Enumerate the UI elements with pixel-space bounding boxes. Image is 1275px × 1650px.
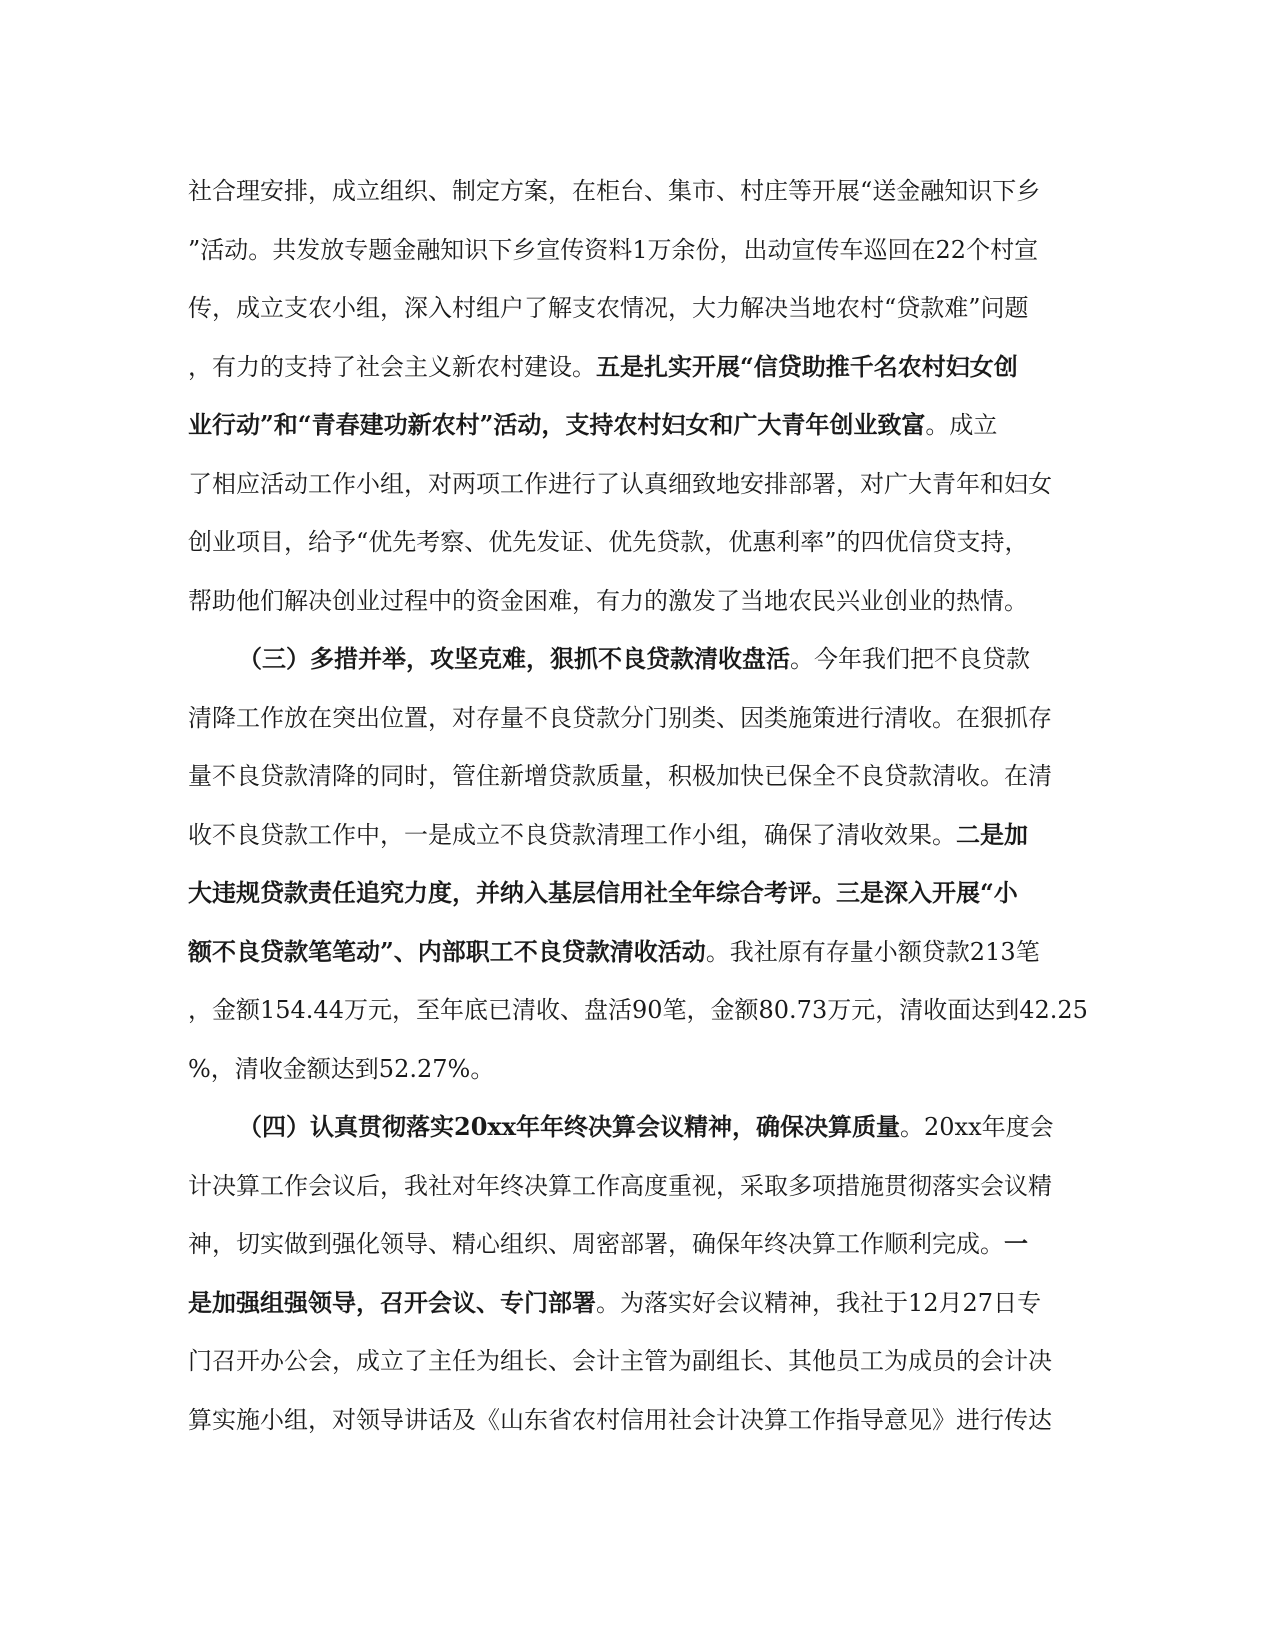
text-segment: 清降工作放在突出位置，对存量不良贷款分门别类、因类施策进行清收。在狠抓存	[188, 703, 1052, 732]
bold-text-segment: 五是扎实开展“信贷助推千名农村妇女创	[596, 351, 1018, 381]
text-line	[188, 747, 1090, 806]
bold-text-segment: 是加强组强领导，召开会议、专门部署	[188, 1287, 596, 1317]
text-line	[188, 396, 1090, 455]
text-segment: 神，切实做到强化领导、精心组织、周密部署，确保年终决算工作顺利完成。	[188, 1230, 1004, 1258]
text-segment: 。20xx年度会	[900, 1113, 1054, 1141]
text-line	[188, 689, 1090, 748]
text-line	[188, 1157, 1090, 1216]
bold-text-segment: 一	[1004, 1229, 1028, 1258]
text-line	[188, 806, 1090, 865]
text-segment: 社合理安排，成立组织、制定方案，在柜台、集市、村庄等开展“送金融知识下乡	[188, 177, 1041, 205]
text-segment: 帮助他们解决创业过程中的资金困难，有力的激发了当地农民兴业创业的热情。	[188, 586, 1028, 615]
text-segment: 算实施小组，对领导讲话及《山东省农村信用社会计决算工作指导意见》进行传达	[188, 1405, 1052, 1434]
text-line	[188, 981, 1090, 1040]
bold-text-segment: 二是加	[956, 819, 1028, 849]
body-text	[188, 162, 1090, 1449]
bold-text-segment: （四）认真贯彻落实20xx年年终决算会议精神，确保决算质量	[238, 1112, 901, 1141]
text-segment: 收不良贷款工作中，一是成立不良贷款清理工作小组，确保了清收效果。	[188, 820, 956, 849]
text-line	[188, 1098, 1090, 1157]
text-segment: 传，成立支农小组，深入村组户了解支农情况，大力解决当地农村“贷款难”问题	[188, 294, 1029, 322]
text-segment: %，清收金额达到52.27%。	[188, 1054, 495, 1083]
text-line	[188, 221, 1090, 280]
text-segment: 了相应活动工作小组，对两项工作进行了认真细致地安排部署，对广大青年和妇女	[188, 469, 1052, 498]
text-line	[188, 1215, 1090, 1274]
text-line	[188, 1274, 1090, 1333]
text-line	[188, 1391, 1090, 1450]
text-line	[188, 279, 1090, 338]
text-line	[188, 513, 1090, 572]
text-segment: 计决算工作会议后，我社对年终决算工作高度重视，采取多项措施贯彻落实会议精	[188, 1171, 1052, 1200]
text-line	[188, 162, 1090, 221]
bold-text-segment: 额不良贷款笔笔动”、内部职工不良贷款清收活动	[188, 936, 706, 966]
text-segment: ，金额154.44万元，至年底已清收、盘活90笔，金额80.73万元，清收面达到42.25	[188, 996, 1088, 1024]
text-segment: 。为落实好会议精神，我社于12月27日专	[596, 1288, 1042, 1317]
text-line	[188, 923, 1090, 982]
text-segment: 量不良贷款清降的同时，管住新增贷款质量，积极加快已保全不良贷款清收。在清	[188, 762, 1052, 790]
text-line	[188, 455, 1090, 514]
text-segment: ”活动。共发放专题金融知识下乡宣传资料1万余份，出动宣传车巡回在22个村宣	[188, 235, 1039, 264]
text-line	[188, 864, 1090, 923]
text-line	[188, 572, 1090, 631]
text-line	[188, 1040, 1090, 1099]
text-segment: ，有力的支持了社会主义新农村建设。	[188, 352, 596, 381]
text-segment: 创业项目，给予“优先考察、优先发证、优先贷款，优惠利率”的四优信贷支持，	[188, 528, 1029, 556]
bold-text-segment: 大违规贷款责任追究力度，并纳入基层信用社全年综合考评。三是深入开展“小	[188, 878, 1018, 907]
text-line	[188, 630, 1090, 689]
text-segment: 。今年我们把不良贷款	[790, 645, 1030, 673]
text-line	[188, 1332, 1090, 1391]
text-segment: 。成立	[925, 411, 998, 439]
bold-text-segment: 业行动”和“青春建功新农村”活动，支持农村妇女和广大青年创业致富	[188, 410, 926, 439]
text-line	[188, 338, 1090, 397]
text-segment: 。我社原有存量小额贷款213笔	[705, 937, 1040, 966]
bold-text-segment: （三）多措并举，攻坚克难，狠抓不良贷款清收盘活	[238, 644, 790, 673]
text-segment: 门召开办公会，成立了主任为组长、会计主管为副组长、其他员工为成员的会计决	[188, 1347, 1052, 1375]
